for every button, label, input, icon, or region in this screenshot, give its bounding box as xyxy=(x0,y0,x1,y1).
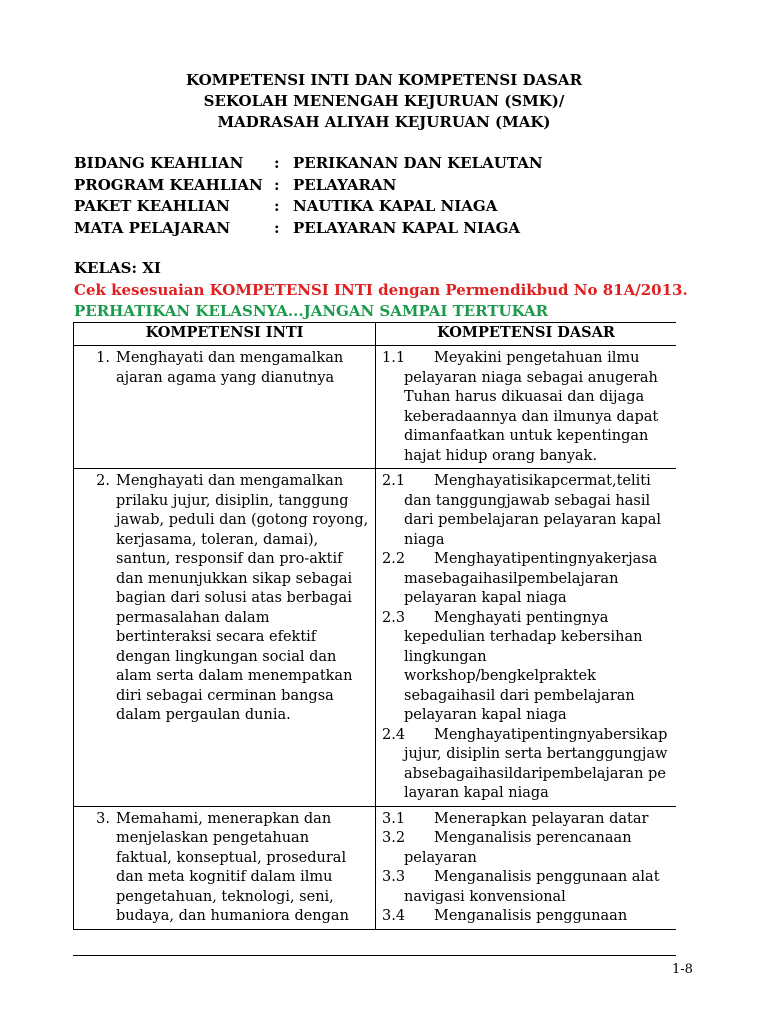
meta-row-bidang xyxy=(74,153,543,175)
kelas-label: KELAS: XI xyxy=(74,259,161,277)
kd-item xyxy=(382,609,670,726)
meta-sep: : xyxy=(274,154,280,172)
kd-number: 3.1 xyxy=(382,810,406,827)
table-header-row xyxy=(74,323,677,346)
kd-number: 2.4 xyxy=(382,726,406,743)
page-number: 1-8 xyxy=(672,962,693,977)
kd-number: 2.2 xyxy=(382,551,406,567)
kd-item xyxy=(382,550,670,609)
header-kompetensi-dasar: KOMPETENSI DASAR xyxy=(376,323,677,346)
meta-key: PAKET KEAHLIAN xyxy=(74,197,230,215)
meta-value: PELAYARAN KAPAL NIAGA xyxy=(293,218,521,237)
ki-text: Menghayati dan mengamalkan ajaran agama yang dianutnya xyxy=(116,350,344,386)
title-line-1: KOMPETENSI INTI DAN KOMPETENSI DASAR xyxy=(185,71,583,89)
competency-table-wrapper xyxy=(73,322,676,956)
document-title xyxy=(0,70,768,133)
kd-text: Menghayati pentingnya kepedulian terhadap kebersihan lingkungan workshop/bengkelpraktek sebagaihasil dari pembelajaran pelayaran kapal niaga xyxy=(404,609,643,723)
kd-number: 3.4 xyxy=(382,908,406,924)
kd-item xyxy=(382,907,670,927)
kd-item xyxy=(382,829,670,868)
note-red: Cek kesesuaian KOMPETENSI INTI dengan Permendikbud No 81A/2013. xyxy=(74,281,688,299)
kd-text: Menghayatipentingnyakerjasa masebagaihasilpembelajaran pelayaran kapal niaga xyxy=(404,551,658,606)
ki-number: 3. xyxy=(96,810,110,827)
kd-number: 2.3 xyxy=(382,609,406,626)
meta-value: PELAYARAN xyxy=(293,175,397,194)
kd-cell xyxy=(376,806,677,929)
title-line-2: SEKOLAH MENENGAH KEJURUAN (SMK)/ xyxy=(203,92,565,110)
meta-sep: : xyxy=(274,175,280,194)
ki-number: 2. xyxy=(96,473,110,489)
meta-key: MATA PELAJARAN xyxy=(74,218,231,237)
table-row xyxy=(74,346,677,469)
meta-row-paket xyxy=(74,196,498,218)
kd-text: Menganalisis perencanaan pelayaran xyxy=(404,830,632,866)
note-green: PERHATIKAN KELASNYA...JANGAN SAMPAI TERTUKAR xyxy=(74,302,549,320)
kd-cell xyxy=(376,469,677,807)
kd-number: 1.1 xyxy=(382,350,406,366)
title-line-3: MADRASAH ALIYAH KEJURUAN (MAK) xyxy=(217,113,551,131)
kd-text: Meyakini pengetahuan ilmu pelayaran niaga sebagai anugerah Tuhan harus dikuasai dan dijaga keberadaannya dan ilmunya dapat dimanfaatkan untuk kepentingan hajat hidup orang banyak. xyxy=(404,350,659,464)
kd-item xyxy=(382,868,670,907)
kd-item xyxy=(382,726,670,804)
header-kompetensi-inti: KOMPETENSI INTI xyxy=(74,323,376,346)
ki-text: Memahami, menerapkan dan menjelaskan pengetahuan faktual, konseptual, prosedural dan meta kognitif dalam ilmu pengetahuan, teknologi, seni, budaya, dan humaniora dengan xyxy=(116,810,349,924)
kd-item xyxy=(382,349,670,466)
kd-number: 2.1 xyxy=(382,473,406,489)
kd-item xyxy=(382,472,670,550)
meta-row-mapel xyxy=(74,218,521,240)
table-row xyxy=(74,806,677,929)
kd-text: Menghayatipentingnyabersikapjujur, disiplin serta bertanggungjawabsebagaihasildaripembelajaran pelayaran kapal niaga xyxy=(404,726,668,801)
meta-value: NAUTIKA KAPAL NIAGA xyxy=(293,197,498,215)
competency-table xyxy=(73,322,676,930)
meta-row-program xyxy=(74,175,397,197)
meta-block xyxy=(74,153,543,239)
kd-text: Menganalisis penggunaan xyxy=(434,908,628,924)
kd-text: Menerapkan pelayaran datar xyxy=(434,810,649,827)
meta-sep: : xyxy=(274,218,280,237)
kd-item xyxy=(382,810,670,830)
kd-text: Menghayatisikapcermat,teliti dan tanggungjawab sebagai hasil dari pembelajaran pelayaran kapal niaga xyxy=(404,473,662,548)
meta-key: BIDANG KEAHLIAN xyxy=(74,154,244,172)
ki-cell xyxy=(74,806,376,929)
kd-number: 3.2 xyxy=(382,830,406,846)
ki-number: 1. xyxy=(96,350,110,366)
meta-sep: : xyxy=(274,197,280,215)
ki-text: Menghayati dan mengamalkan prilaku jujur, disiplin, tanggung jawab, peduli dan (gotong royong, kerjasama, toleran, damai), santun, responsif dan pro-aktif dan menunjukkan sikap sebagai bagian dari solusi atas berbagai permasalahan dalam bertinteraksi secara efektif dengan lingkungan social dan alam serta dalam menempatkan diri sebagai cerminan bangsa dalam pergaulan dunia. xyxy=(116,473,369,723)
meta-key: PROGRAM KEAHLIAN xyxy=(74,175,263,194)
meta-value: PERIKANAN DAN KELAUTAN xyxy=(293,154,543,172)
kd-cell xyxy=(376,346,677,469)
ki-cell xyxy=(74,346,376,469)
kd-number: 3.3 xyxy=(382,869,406,885)
ki-cell xyxy=(74,469,376,807)
table-row xyxy=(74,469,677,807)
kd-text: Menganalisis penggunaan alat navigasi konvensional xyxy=(404,869,660,905)
